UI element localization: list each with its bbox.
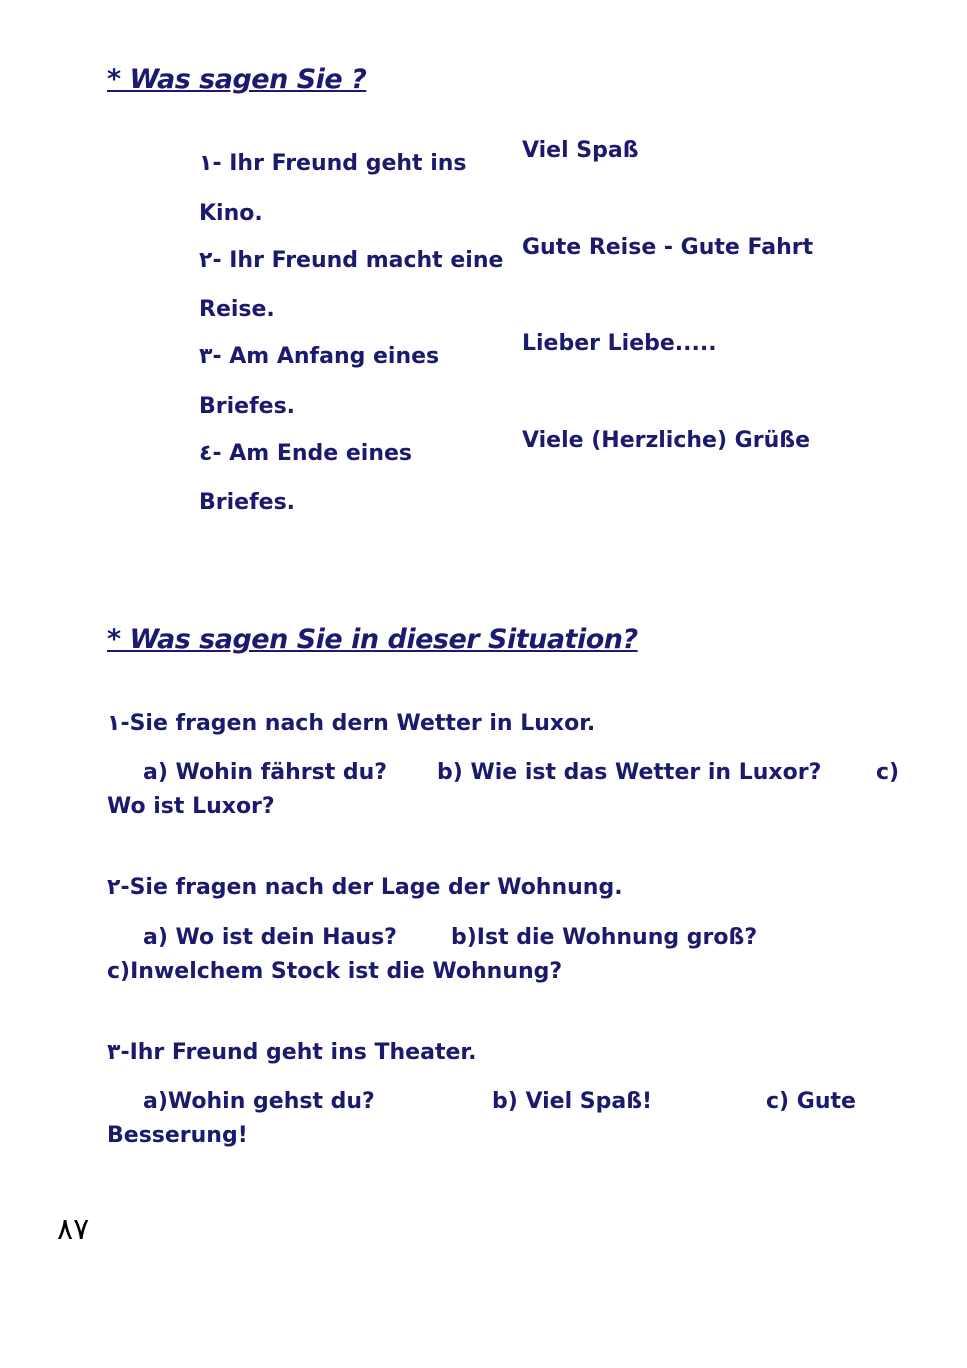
situation-1-text: - Ihr Freund geht ins <box>212 151 467 176</box>
question-3-option-c-start: c) Gute <box>766 1089 856 1114</box>
question-1-option-a: a) Wohin fährst du? <box>143 760 388 785</box>
situation-4-number: ٤ <box>199 441 213 466</box>
question-3-option-c-end: Besserung! <box>107 1123 248 1148</box>
situation-2-number: ٢ <box>199 248 213 273</box>
situation-4-line2: Briefes. <box>199 490 296 515</box>
question-1-number: ١ <box>107 711 121 736</box>
question-1-text: -Sie fragen nach dern Wetter in Luxor. <box>120 711 596 736</box>
question-2-prompt <box>107 875 623 900</box>
situation-2-text: - Ihr Freund macht eine <box>212 248 504 273</box>
question-3-option-a: a)Wohin gehst du? <box>143 1089 375 1114</box>
section-heading-situation: * Was sagen Sie in dieser Situation? <box>107 624 638 655</box>
question-3-option-b: b) Viel Spaß! <box>492 1089 653 1114</box>
situation-3-line1 <box>199 344 439 369</box>
question-3-number: ٣ <box>107 1040 121 1065</box>
question-3-text: -Ihr Freund geht ins Theater. <box>120 1040 477 1065</box>
answer-2: Gute Reise - Gute Fahrt <box>522 235 814 260</box>
question-2-option-a: a) Wo ist dein Haus? <box>143 925 397 950</box>
situation-1-number: ١ <box>199 151 213 176</box>
situation-1-line1 <box>199 151 467 176</box>
situation-2-line1 <box>199 248 503 273</box>
answer-1: Viel Spaß <box>522 138 639 163</box>
situation-4-text: - Am Ende eines <box>212 441 412 466</box>
question-1-option-b: b) Wie ist das Wetter in Luxor? <box>437 760 822 785</box>
situation-3-line2: Briefes. <box>199 394 296 419</box>
question-2-option-c: c)Inwelchem Stock ist die Wohnung? <box>107 959 563 984</box>
answer-3: Lieber Liebe..... <box>522 331 717 356</box>
page-number: ٨٧ <box>57 1212 90 1247</box>
situation-4-line1 <box>199 441 412 466</box>
situation-1-line2: Kino. <box>199 201 263 226</box>
section-heading-was-sagen-sie: * Was sagen Sie ? <box>107 64 367 95</box>
situation-3-text: - Am Anfang eines <box>212 344 440 369</box>
situation-3-number: ٣ <box>199 344 213 369</box>
question-2-number: ٢ <box>107 875 121 900</box>
question-1-prompt <box>107 711 595 736</box>
question-3-prompt <box>107 1040 476 1065</box>
answer-4: Viele (Herzliche) Grüße <box>522 428 810 453</box>
question-1-option-c-label: c) <box>876 760 900 785</box>
question-2-text: -Sie fragen nach der Lage der Wohnung. <box>120 875 623 900</box>
situation-2-line2: Reise. <box>199 297 275 322</box>
question-2-option-b: b)Ist die Wohnung groß? <box>451 925 758 950</box>
question-1-option-c-text: Wo ist Luxor? <box>107 794 275 819</box>
